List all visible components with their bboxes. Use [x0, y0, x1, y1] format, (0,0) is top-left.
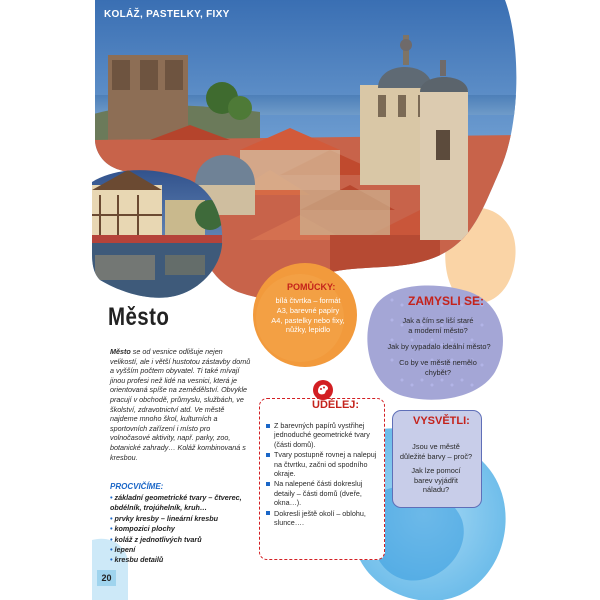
think-question [378, 358, 498, 377]
do-step: Na nalepené části dokresluj detaily – části domů (dveře, okna…). [266, 479, 378, 507]
intro-lead-word: Město [110, 347, 131, 356]
think-question [374, 342, 504, 352]
page-number: 20 [97, 570, 116, 586]
practice-list [110, 493, 260, 566]
explain-question [390, 466, 482, 495]
tools-line: A3, barevné papíry [276, 305, 340, 315]
intro-text: se od vesnice odlišuje nejen velikostí, ale i větší hustotou zástavby domů a vyšším počtem obyvatel. Ti také mívají jinou profesi než lidé na vesnici, která je orientovaná spíše na zemědělství. Obvykle pracují v obchodě, průmyslu, službách, ve školství, zdravotnictví atd. Ve městě najdeme mnoho škol, kulturních a sportovních zařízení i místo pro volnočasové aktivity, např. parky, zoo, botanické zahrady… Koláž kombinovaná s kresbou. [110, 347, 251, 462]
think-heading: ZAMYSLI SE: [408, 294, 485, 308]
page-title: Město [108, 303, 170, 331]
practice-item: • kompozici plochy [110, 524, 260, 534]
think-question-line: Co by ve městě nemělo [399, 358, 477, 367]
do-step: Tvary postupně rovnej a nalepuj na čtvrtku, začni od spodního okraje. [266, 450, 378, 478]
explain-question-line: barev vyjádřit [414, 475, 458, 485]
think-question-line: a moderní město? [408, 325, 468, 335]
tools-text [262, 296, 354, 335]
intro-paragraph [110, 347, 252, 462]
think-question-line: Jak by vypadalo ideální město? [387, 342, 491, 351]
practice-item: • koláž z jednotlivých tvarů [110, 535, 260, 545]
practice-item: • základní geometrické tvary – čtverec, obdélník, trojúhelník, kruh… [110, 493, 260, 514]
practice-item: • kresbu detailů [110, 555, 260, 565]
think-question-line: chybět? [425, 367, 451, 377]
tools-line: bílá čtvrtka – formát [275, 296, 341, 305]
do-heading: UDĚLEJ: [312, 399, 360, 411]
explain-question-line: náladu? [422, 485, 450, 495]
activity-tag: KOLÁŽ, PASTELKY, FIXY [104, 9, 230, 20]
practice-item: • lepení [110, 545, 260, 555]
explain-question-line: Jsou ve městě [412, 442, 460, 451]
do-steps [266, 421, 378, 528]
tools-line: nůžky, lepidlo [285, 325, 331, 335]
explain-question [390, 442, 482, 461]
do-step: Z barevných papírů vystřihej jednoduché geometrické tvary (části domů). [266, 421, 378, 449]
practice-heading: PROCVIČÍME: [110, 482, 164, 491]
do-step: Dokresli ještě okolí – oblohu, slunce…. [266, 509, 378, 528]
think-question-line: Jak a čím se liší staré [402, 316, 474, 325]
tools-line: A4, pastelky nebo fixy, [271, 315, 345, 325]
practice-item: • prvky kresby – lineární kresbu [110, 514, 260, 524]
palette-icon [312, 379, 334, 401]
think-question [378, 316, 498, 335]
explain-heading: VYSVĚTLI: [413, 415, 470, 427]
explain-question-line: Jak lze pomocí [411, 466, 461, 475]
explain-question-line: důležité barvy – proč? [399, 451, 473, 461]
tools-heading: POMŮCKY: [287, 282, 336, 292]
